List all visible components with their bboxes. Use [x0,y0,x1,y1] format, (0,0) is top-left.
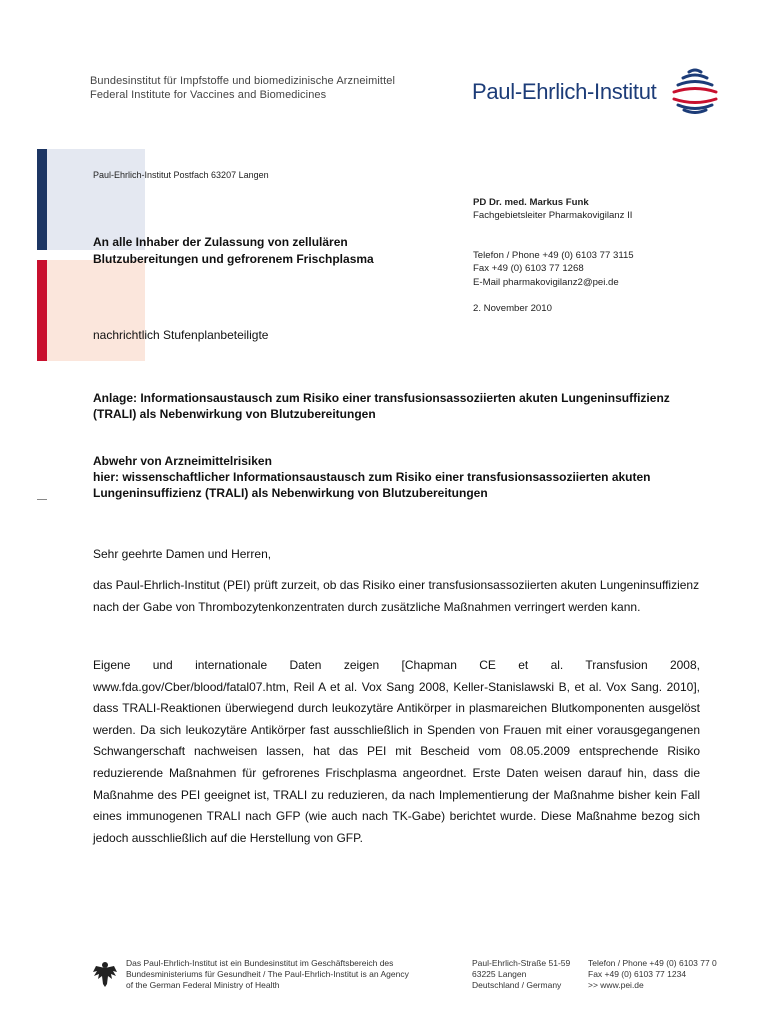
cc-line: nachrichtlich Stufenplanbeteiligte [93,328,269,342]
body-paragraph-2: Eigene und internationale Daten zeigen [Chapman CE et al. Transfusion 2008, www.fda.gov/Cber/blood/fatal07.htm, Reil A et al. Vox Sang 2008, Keller-Stanislawski B, et al. Vox Sang. 2010], dass TRALI-Reaktionen überwiegend durch leukozytäre Antikörper in plasmareichen Blutkomponenten ausgelöst werden. Da sich leukozytäre Antikörper fast ausschließlich in Spenden von Frauen mit einer vorausgegangenen Schwangerschaft nachweisen lassen, hat das PEI mit Bescheid vom 08.05.2009 entsprechende Risiko reduzierende Maßnahmen für gefrorenes Frischplasma angeordnet. Erste Daten weisen darauf hin, dass die Maßnahme des PEI geeignet ist, TRALI zu reduzieren, da nach Implementierung der Maßnahme bisher kein Fall eines immunogenen TRALI nach GFP (wie auch nach TK-Gabe) berichtet wurde. Diese Maßnahme bezog sich jedoch ausschließlich auf die Herstellung von GFP. [93,658,700,845]
sender-return-address: Paul-Ehrlich-Institut Postfach 63207 Langen [93,170,269,180]
footer-agency-line-3: of the German Federal Ministry of Health [126,980,280,990]
footer-agency-info [126,958,456,991]
pei-logo-icon [670,68,720,114]
contact-email: E-Mail pharmakovigilanz2@pei.de [473,277,619,288]
brand-name: Paul-Ehrlich-Institut [472,79,657,104]
footer-website-link[interactable]: >> www.pei.de [588,980,644,990]
subject-block [93,453,693,501]
footer-agency-line-1: Das Paul-Ehrlich-Institut ist ein Bundesinstitut im Geschäftsbereich des [126,958,394,968]
recipient-address: An alle Inhaber der Zulassung von zellulären Blutzubereitungen und gefrorenem Frischplasma [93,235,374,266]
subject-detail: hier: wissenschaftlicher Informationsaustausch zum Risiko einer transfusionsassoziierten akuten Lungeninsuffizienz (TRALI) als Nebenwirkung von Blutzubereitungen [93,470,651,500]
decorative-bar-red [37,260,47,361]
contact-fax: Fax +49 (0) 6103 77 1268 [473,263,584,274]
footer-postal-address [472,958,582,991]
salutation: Sehr geehrte Damen und Herren, [93,547,272,561]
subject-title: Abwehr von Arzneimittelrisiken [93,454,272,468]
letter-date: 2. November 2010 [473,303,552,314]
contact-name: PD Dr. med. Markus Funk [473,197,589,208]
footer-agency-line-2: Bundesministeriums für Gesundheit / The Paul-Ehrlich-Institut is an Agency [126,969,409,979]
footer-country: Deutschland / Germany [472,980,562,990]
contact-phone: Telefon / Phone +49 (0) 6103 77 3115 [473,250,634,261]
footer-fax: Fax +49 (0) 6103 77 1234 [588,969,687,979]
footer-phone: Telefon / Phone +49 (0) 6103 77 0 [588,958,717,968]
fold-mark [37,499,47,500]
footer-city: 63225 Langen [472,969,527,979]
institute-name-english: Federal Institute for Vaccines and Biomedicines [90,89,327,101]
federal-eagle-icon [92,960,118,988]
enclosure-line: Anlage: Informationsaustausch zum Risiko einer transfusionsassoziierten akuten Lungeninsuffizienz (TRALI) als Nebenwirkung von Blutzubereitungen [93,391,670,421]
institute-name-german: Bundesinstitut für Impfstoffe und biomedizinische Arzneimittel [90,75,395,87]
decorative-block-red-light [47,260,145,361]
decorative-bar-blue [37,149,47,250]
contact-role: Fachgebietsleiter Pharmakovigilanz II [473,210,633,221]
body-paragraph-1: das Paul-Ehrlich-Institut (PEI) prüft zurzeit, ob das Risiko einer transfusionsassoziierten akuten Lungeninsuffizienz nach der Gabe von Thrombozytenkonzentraten durch zusätzliche Maßnahmen verringert werden kann. [93,578,700,614]
footer-street: Paul-Ehrlich-Straße 51-59 [472,958,571,968]
footer-contact [588,958,758,991]
